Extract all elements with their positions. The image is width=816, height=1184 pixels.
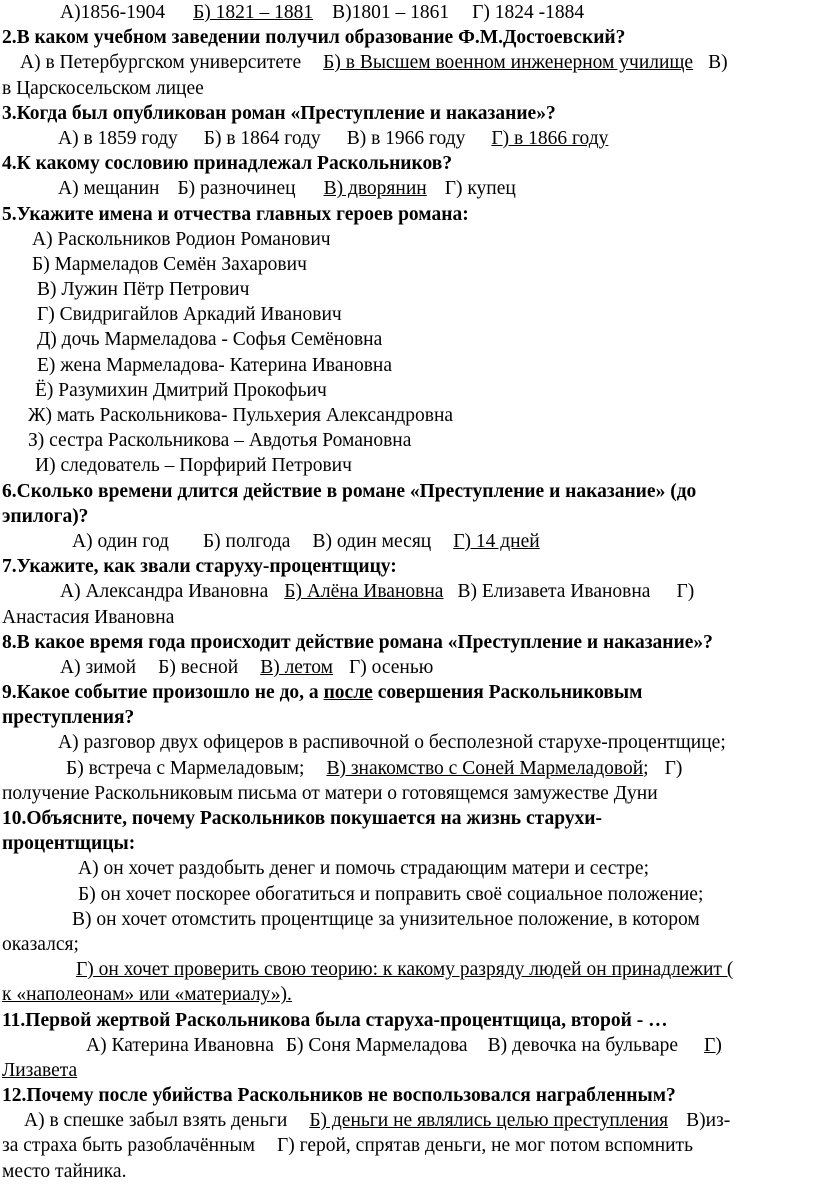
q5-item: Ё) Разумихин Дмитрий Прокофьич — [35, 379, 327, 401]
q5-item: Ж) мать Раскольникова- Пульхерия Александровна — [28, 405, 454, 426]
q4-option-c-correct: В) дворянин — [323, 178, 427, 200]
q10-option-d-correct — [2, 957, 810, 982]
q11-option-c: В) девочка на бульваре — [487, 1034, 679, 1056]
q6-answers — [2, 529, 810, 554]
q11-option-a: А) Катерина Ивановна — [86, 1034, 274, 1056]
q6-option-c: В) один месяц — [312, 530, 432, 552]
q7-option-b-correct: Б) Алёна Ивановна — [284, 581, 444, 603]
q9-option-c-correct: В) знакомство с Соней Мармеладовой — [326, 757, 644, 779]
q10-option-d-cont — [2, 982, 810, 1007]
q12-option-b-correct: Б) деньги не являлись целью преступления — [309, 1110, 669, 1132]
q4-option-d: Г) купец — [444, 178, 516, 200]
q6-option-a: А) один год — [72, 530, 169, 552]
q8-option-c-correct: В) летом — [260, 656, 333, 678]
q12-option-c-start: В)из- — [686, 1110, 731, 1132]
q9-option-d-text: получение Раскольниковым письма от матери о готовящемся замужестве Дуни — [2, 782, 658, 804]
q7-option-d-text: Анастасия Ивановна — [2, 606, 175, 628]
q9-title-emphasis: после — [323, 682, 373, 704]
q10-title-cont: процентщицы: — [2, 833, 136, 855]
q9-option-d-label: Г) — [664, 757, 683, 779]
q5-item: А) Раскольников Родион Романович — [32, 228, 331, 250]
q7-option-d-label: Г) — [676, 581, 695, 603]
q8-title: 8.В какое время года происходит действие романа «Преступление и наказание»? — [2, 631, 713, 653]
q12-option-d: Г) герой, спрятав деньги, не мог потом вспомнить — [276, 1135, 693, 1157]
q11-option-d-correct: Лизавета — [2, 1059, 78, 1081]
q5-item: З) сестра Раскольникова – Авдотья Романовна — [28, 430, 412, 452]
q8-answers — [2, 655, 810, 680]
q10-option-d-text-cont: к «наполеонам» или «материалу»). — [2, 984, 292, 1006]
q10-option-b: Б) он хочет поскорее обогатиться и поправить своё социальное положение; — [78, 883, 704, 905]
q5-item: В) Лужин Пётр Петрович — [37, 279, 250, 301]
q10-option-c-cont: оказался; — [2, 933, 79, 955]
q8-option-b: Б) весной — [158, 656, 239, 678]
q9-option-a: А) разговор двух офицеров в распивочной о бесполезной старухе-процентщице; — [58, 732, 726, 754]
q5-item: Г) Свидригайлов Аркадий Иванович — [37, 304, 342, 326]
q11-title: 11.Первой жертвой Раскольникова была старуха-процентщица, второй - … — [2, 1009, 668, 1031]
q2-option-c-text: в Царскосельском лицее — [2, 77, 204, 99]
q2-title: 2.В каком учебном заведении получил образование Ф.М.Достоевский? — [2, 27, 626, 49]
q9-option-b: Б) встреча с Мармеладовым; — [66, 757, 305, 779]
q5-item: Е) жена Мармеладова- Катерина Ивановна — [37, 354, 392, 376]
q10-option-c: В) он хочет отомстить процентщице за унизительное положение, в котором — [72, 908, 700, 930]
q9-option-c-sep: ; — [643, 757, 649, 779]
q12-option-a: А) в спешке забыл взять деньги — [24, 1110, 288, 1132]
q7-title: 7.Укажите, как звали старуху-процентщицу: — [2, 556, 397, 578]
q7-option-c: В) Елизавета Ивановна — [457, 581, 651, 603]
q9-answers — [2, 756, 810, 781]
q2-option-a: А) в Петербургском университете — [20, 52, 302, 74]
q9-title-start: 9.Какое событие произошло не до, а — [2, 682, 324, 704]
q12-title: 12.Почему после убийства Раскольников не воспользовался награбленным? — [2, 1085, 676, 1107]
q12-option-c-cont: за страха быть разоблачённым — [2, 1135, 255, 1157]
q6-title-cont: эпилога)? — [2, 505, 89, 527]
q4-option-b: Б) разночинец — [177, 178, 296, 200]
q6-title: 6.Сколько времени длится действие в романе «Преступление и наказание» (до — [2, 480, 697, 502]
q3-answers — [2, 126, 810, 151]
q5-item: Д) дочь Мармеладова - Софья Семёновна — [37, 329, 383, 351]
q1-answers — [2, 0, 810, 25]
q8-option-a: А) зимой — [60, 656, 137, 678]
q1-option-a: А)1856-1904 — [60, 2, 166, 23]
q12-option-d-cont: место тайника. — [2, 1160, 127, 1182]
q12-line2 — [2, 1133, 810, 1158]
q3-option-c: В) в 1966 году — [346, 127, 466, 149]
q2-option-c-label: В) — [708, 52, 728, 74]
q10-option-d-text: Г) он хочет проверить свою теорию: к какому разряду людей он принадлежит ( — [76, 959, 734, 981]
q1-option-d: Г) 1824 -1884 — [472, 2, 585, 23]
q12-answers — [2, 1108, 810, 1133]
q3-title: 3.Когда был опубликован роман «Преступление и наказание»? — [2, 102, 556, 124]
q9-title-cont: преступления? — [2, 707, 135, 729]
q10-title: 10.Объясните, почему Раскольников покушается на жизнь старухи- — [2, 808, 603, 829]
q3-option-a: А) в 1859 году — [58, 127, 178, 149]
q1-option-c: В)1801 – 1861 — [332, 2, 450, 23]
q7-answers — [2, 579, 810, 604]
q4-answers — [2, 176, 810, 201]
q5-item: Б) Мармеладов Семён Захарович — [32, 253, 307, 275]
q9-title — [2, 680, 810, 705]
q3-option-b: Б) в 1864 году — [203, 127, 321, 149]
q8-option-d: Г) осенью — [348, 656, 434, 678]
q11-option-d-line — [2, 1058, 810, 1083]
q3-option-d-correct: Г) в 1866 году — [491, 127, 609, 149]
q4-option-a: А) мещанин — [58, 178, 160, 200]
q2-option-b-correct: Б) в Высшем военном инженерном училище — [323, 52, 694, 74]
q10-option-a: А) он хочет раздобыть денег и помочь страдающим матери и сестре; — [78, 858, 649, 880]
q11-answers — [2, 1033, 810, 1058]
q1-option-b-correct: Б) 1821 – 1881 — [193, 2, 314, 23]
q9-title-end: совершения Раскольниковым — [372, 682, 643, 704]
q6-option-d-correct: Г) 14 дней — [453, 530, 540, 552]
q5-title: 5.Укажите имена и отчества главных героев романа: — [2, 203, 469, 225]
q5-item: И) следователь – Порфирий Петрович — [35, 455, 352, 477]
q11-option-d-label: Г) — [704, 1034, 722, 1056]
q6-option-b: Б) полгода — [202, 530, 291, 552]
q11-option-b: Б) Соня Мармеладова — [285, 1034, 468, 1056]
q7-option-a: А) Александра Ивановна — [60, 581, 269, 603]
q4-title: 4.К какому сословию принадлежал Раскольников? — [2, 153, 453, 175]
q2-answers — [2, 50, 810, 75]
